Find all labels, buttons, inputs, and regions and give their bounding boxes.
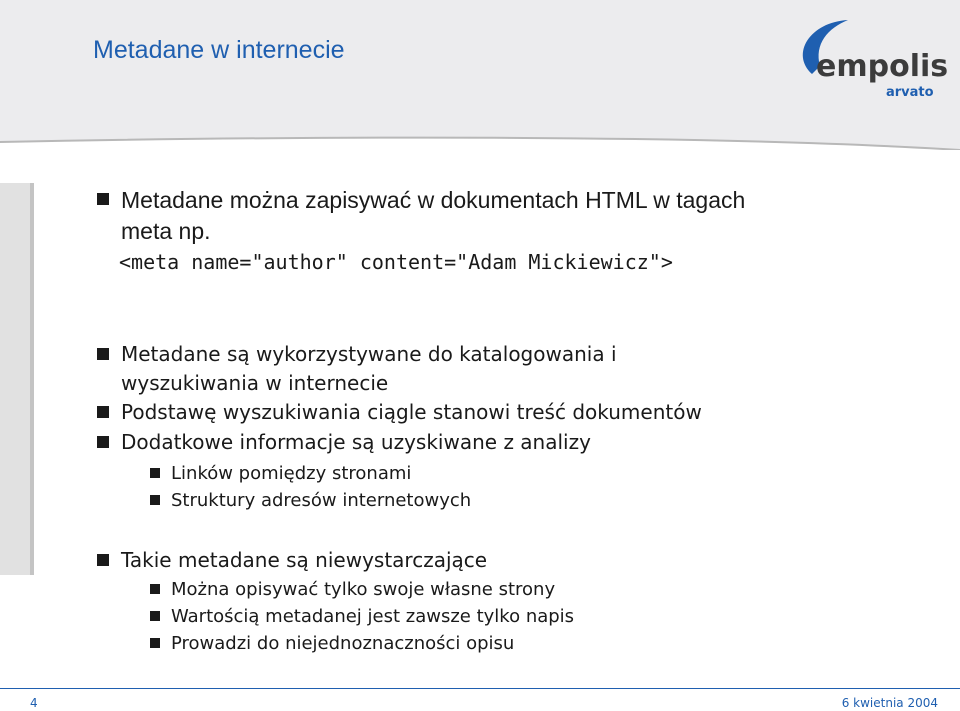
bullet-text: Metadane są wykorzystywane do katalogowania i — [121, 342, 617, 366]
bullet-item — [97, 398, 857, 427]
sub-bullet-text: Struktury adresów internetowych — [171, 490, 472, 511]
left-accent-bar — [0, 183, 34, 575]
empolis-logo — [790, 14, 950, 104]
logo-wordmark: empolis — [816, 49, 949, 84]
bullet-text: wyszukiwania w internecie — [121, 371, 389, 395]
bullet-text: Takie metadane są niewystarczające — [121, 548, 488, 572]
square-bullet-icon — [97, 193, 109, 205]
bullet-text: Dodatkowe informacje są uzyskiwane z analizy — [121, 430, 591, 454]
code-example: <meta name="author" content="Adam Mickiewicz"> — [119, 250, 673, 274]
bullet-text: Podstawę wyszukiwania ciągle stanowi treść dokumentów — [121, 400, 702, 424]
bullet-item — [97, 546, 857, 575]
footer-divider — [0, 688, 960, 689]
sub-bullet-text: Można opisywać tylko swoje własne strony — [171, 579, 556, 600]
sub-bullet-text: Linków pomiędzy stronami — [171, 463, 412, 484]
bullet-text: meta np. — [121, 218, 211, 244]
logo-subwordmark: arvato — [886, 85, 934, 100]
sub-bullet-item — [150, 489, 471, 513]
footer-date: 6 kwietnia 2004 — [841, 696, 938, 710]
sub-bullet-item — [150, 632, 514, 656]
square-bullet-icon — [97, 348, 109, 360]
sub-bullet-item — [150, 462, 411, 486]
square-bullet-icon — [97, 406, 109, 418]
sub-bullet-item — [150, 605, 574, 629]
square-bullet-icon — [150, 495, 160, 505]
bullet-item — [97, 340, 857, 398]
square-bullet-icon — [150, 611, 160, 621]
square-bullet-icon — [97, 554, 109, 566]
bullet-item — [97, 185, 857, 247]
square-bullet-icon — [97, 436, 109, 448]
square-bullet-icon — [150, 638, 160, 648]
bullet-text: Metadane można zapisywać w dokumentach HTML w tagach — [121, 187, 746, 213]
bullet-item — [97, 428, 857, 457]
square-bullet-icon — [150, 468, 160, 478]
page-title: Metadane w internecie — [93, 36, 345, 64]
sub-bullet-text: Wartością metadanej jest zawsze tylko napis — [171, 606, 575, 627]
sub-bullet-item — [150, 578, 555, 602]
page-number: 4 — [30, 696, 38, 710]
square-bullet-icon — [150, 584, 160, 594]
sub-bullet-text: Prowadzi do niejednoznaczności opisu — [171, 633, 515, 654]
